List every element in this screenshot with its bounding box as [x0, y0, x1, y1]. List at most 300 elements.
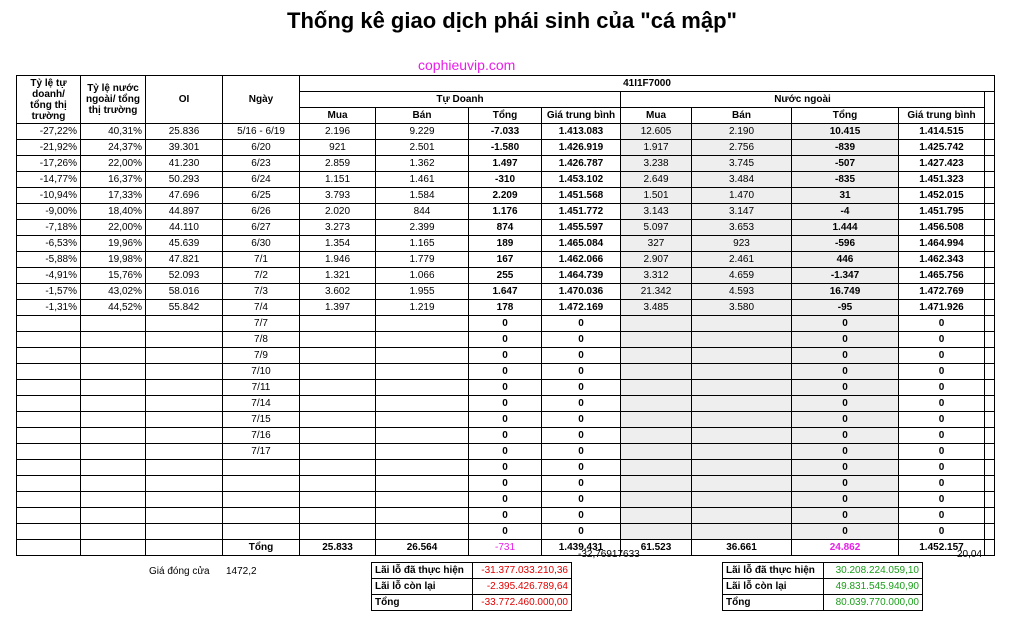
cell-nn-ban	[692, 476, 792, 492]
cell-nn-ratio	[81, 524, 146, 540]
cell-nn-ratio	[81, 492, 146, 508]
table-row	[17, 524, 995, 540]
cell-extra	[985, 300, 995, 316]
pnl-td-realized-label: Lãi lỗ đã thực hiện	[372, 563, 473, 579]
cell-td-tong: 189	[469, 236, 542, 252]
cell-td-gia: 1.413.083	[542, 124, 621, 140]
cell-date: 7/4	[223, 300, 300, 316]
cell-nn-tong: 0	[792, 364, 899, 380]
cell-nn-tong: 31	[792, 188, 899, 204]
header-nn-tong: Tổng	[792, 108, 899, 124]
cell-nn-ratio: 22,00%	[81, 156, 146, 172]
cell-nn-mua	[621, 428, 692, 444]
table-row	[17, 236, 995, 252]
cell-td-ban	[376, 348, 469, 364]
cell-nn-ban: 2.190	[692, 124, 792, 140]
cell-td-ratio	[17, 508, 81, 524]
cell-nn-gia: 1.452.015	[899, 188, 985, 204]
cell-td-ban: 2.399	[376, 220, 469, 236]
cell-nn-mua: 2.907	[621, 252, 692, 268]
cell-td-ban	[376, 332, 469, 348]
header-nn-gia: Giá trung bình	[899, 108, 985, 124]
cell-nn-mua: 3.143	[621, 204, 692, 220]
pnl-td-total-label: Tổng	[372, 595, 473, 611]
cell-td-ratio	[17, 348, 81, 364]
cell-date	[223, 492, 300, 508]
cell-extra	[985, 204, 995, 220]
cell-nn-mua: 1.501	[621, 188, 692, 204]
cell-nn-gia: 0	[899, 476, 985, 492]
cell-nn-tong: 0	[792, 316, 899, 332]
cell-td-gia: 0	[542, 348, 621, 364]
cell-date: 7/9	[223, 348, 300, 364]
cell-date: 6/24	[223, 172, 300, 188]
header-nn-ban: Bán	[692, 108, 792, 124]
table-row	[17, 204, 995, 220]
cell-nn-ban: 3.147	[692, 204, 792, 220]
cell-extra	[985, 380, 995, 396]
cell-nn-mua	[621, 444, 692, 460]
cell-date: 7/7	[223, 316, 300, 332]
cell-nn-tong: 0	[792, 524, 899, 540]
cell-td-tong: 178	[469, 300, 542, 316]
cell-oi	[146, 460, 223, 476]
cell-date: 6/23	[223, 156, 300, 172]
cell-nn-ban: 4.593	[692, 284, 792, 300]
cell-nn-ratio	[81, 348, 146, 364]
cell-nn-mua	[621, 396, 692, 412]
cell-oi	[146, 524, 223, 540]
cell-nn-ratio: 40,31%	[81, 124, 146, 140]
cell-td-mua	[300, 476, 376, 492]
total-blank	[81, 540, 146, 556]
header-nn-ratio: Tỷ lệ nước ngoài/ tổng thị trường	[81, 76, 146, 124]
derivatives-table	[16, 75, 995, 556]
cell-nn-mua	[621, 524, 692, 540]
cell-td-gia: 1.465.084	[542, 236, 621, 252]
cell-oi: 41.230	[146, 156, 223, 172]
cell-nn-gia: 1.451.323	[899, 172, 985, 188]
cell-nn-ratio: 18,40%	[81, 204, 146, 220]
table-row	[17, 380, 995, 396]
cell-nn-gia: 0	[899, 492, 985, 508]
cell-td-tong: 0	[469, 428, 542, 444]
cell-nn-ratio	[81, 332, 146, 348]
cell-nn-ratio	[81, 428, 146, 444]
cell-nn-mua: 2.649	[621, 172, 692, 188]
total-td-ban: 26.564	[376, 540, 469, 556]
cell-oi: 47.696	[146, 188, 223, 204]
cell-td-gia: 1.453.102	[542, 172, 621, 188]
pnl-nn-remaining-value: 49.831.545.940,90	[824, 579, 923, 595]
cell-extra	[985, 492, 995, 508]
table-row	[17, 396, 995, 412]
cell-td-mua: 3.273	[300, 220, 376, 236]
cell-nn-gia: 1.425.742	[899, 140, 985, 156]
cell-oi	[146, 428, 223, 444]
cell-td-mua	[300, 492, 376, 508]
cell-nn-tong: -835	[792, 172, 899, 188]
cell-oi	[146, 396, 223, 412]
cell-nn-mua: 12.605	[621, 124, 692, 140]
cell-nn-tong: 0	[792, 412, 899, 428]
cell-nn-ban: 3.745	[692, 156, 792, 172]
header-date: Ngày	[223, 76, 300, 124]
cell-nn-gia: 1.465.756	[899, 268, 985, 284]
cell-td-mua: 1.321	[300, 268, 376, 284]
cell-extra	[985, 156, 995, 172]
cell-td-gia: 1.426.919	[542, 140, 621, 156]
cell-td-ratio	[17, 316, 81, 332]
cell-nn-ratio	[81, 412, 146, 428]
cell-td-ratio	[17, 444, 81, 460]
cell-td-ratio	[17, 412, 81, 428]
cell-td-gia: 0	[542, 316, 621, 332]
cell-nn-ratio: 24,37%	[81, 140, 146, 156]
cell-nn-ban: 2.461	[692, 252, 792, 268]
cell-extra	[985, 412, 995, 428]
cell-date: 7/15	[223, 412, 300, 428]
cell-nn-ratio	[81, 364, 146, 380]
cell-nn-ban	[692, 396, 792, 412]
cell-nn-tong: 0	[792, 332, 899, 348]
table-row	[17, 188, 995, 204]
cell-extra	[985, 268, 995, 284]
table-body	[17, 124, 995, 540]
cell-td-gia: 1.462.066	[542, 252, 621, 268]
cell-td-gia: 0	[542, 364, 621, 380]
pnl-nn-total-label: Tổng	[723, 595, 824, 611]
cell-td-ban: 9.229	[376, 124, 469, 140]
cell-nn-gia: 0	[899, 348, 985, 364]
cell-td-tong: 1.647	[469, 284, 542, 300]
cell-extra	[985, 220, 995, 236]
table-row	[17, 476, 995, 492]
header-td-gia: Giá trung bình	[542, 108, 621, 124]
cell-nn-gia: 1.414.515	[899, 124, 985, 140]
site-watermark[interactable]: cophieuvip.com	[418, 57, 516, 73]
cell-oi: 55.842	[146, 300, 223, 316]
pnl-nn-realized-value: 30.208.224.059,10	[824, 563, 923, 579]
total-blank	[17, 540, 81, 556]
cell-td-tong: 0	[469, 524, 542, 540]
pnl-td-remaining-label: Lãi lỗ còn lại	[372, 579, 473, 595]
cell-date: 7/11	[223, 380, 300, 396]
cell-td-ratio: -17,26%	[17, 156, 81, 172]
cell-td-ban: 1.165	[376, 236, 469, 252]
cell-date: 6/30	[223, 236, 300, 252]
cell-nn-gia: 0	[899, 460, 985, 476]
cell-nn-mua: 3.238	[621, 156, 692, 172]
cell-td-mua	[300, 364, 376, 380]
cell-td-mua	[300, 348, 376, 364]
cell-oi	[146, 348, 223, 364]
cell-extra	[985, 396, 995, 412]
cell-date: 7/8	[223, 332, 300, 348]
cell-nn-ban: 3.653	[692, 220, 792, 236]
cell-td-ratio	[17, 380, 81, 396]
header-contract: 41I1F7000	[300, 76, 995, 92]
cell-nn-mua	[621, 316, 692, 332]
cell-td-ratio: -6,53%	[17, 236, 81, 252]
cell-td-mua	[300, 460, 376, 476]
total-td-mua: 25.833	[300, 540, 376, 556]
cell-oi: 45.639	[146, 236, 223, 252]
table-row	[17, 156, 995, 172]
cell-nn-ban: 3.580	[692, 300, 792, 316]
cell-nn-tong: 0	[792, 492, 899, 508]
cell-nn-ratio: 44,52%	[81, 300, 146, 316]
cell-td-ban	[376, 316, 469, 332]
cell-nn-mua	[621, 412, 692, 428]
cell-td-gia: 0	[542, 428, 621, 444]
cell-td-mua	[300, 332, 376, 348]
cell-extra	[985, 476, 995, 492]
cell-nn-tong: 0	[792, 396, 899, 412]
cell-nn-tong: 446	[792, 252, 899, 268]
cell-extra	[985, 332, 995, 348]
cell-nn-ratio: 22,00%	[81, 220, 146, 236]
table-row	[17, 444, 995, 460]
cell-date: 7/1	[223, 252, 300, 268]
cell-td-gia: 1.426.787	[542, 156, 621, 172]
cell-nn-mua	[621, 332, 692, 348]
cell-td-ban	[376, 364, 469, 380]
cell-nn-mua: 3.312	[621, 268, 692, 284]
cell-nn-ban	[692, 508, 792, 524]
cell-extra	[985, 188, 995, 204]
cell-nn-gia: 0	[899, 332, 985, 348]
cell-oi: 44.110	[146, 220, 223, 236]
cell-date	[223, 524, 300, 540]
cell-oi	[146, 412, 223, 428]
cell-oi	[146, 316, 223, 332]
pnl-nn-total-value: 80.039.770.000,00	[824, 595, 923, 611]
cell-td-ratio	[17, 492, 81, 508]
cell-td-tong: -310	[469, 172, 542, 188]
cell-oi: 50.293	[146, 172, 223, 188]
cell-td-tong: 0	[469, 492, 542, 508]
cell-nn-gia: 0	[899, 412, 985, 428]
cell-nn-tong: 0	[792, 460, 899, 476]
cell-date: 6/27	[223, 220, 300, 236]
cell-td-tong: 255	[469, 268, 542, 284]
cell-nn-mua: 21.342	[621, 284, 692, 300]
cell-extra	[985, 284, 995, 300]
cell-td-ratio: -7,18%	[17, 220, 81, 236]
cell-td-mua: 3.793	[300, 188, 376, 204]
cell-nn-tong: 0	[792, 348, 899, 364]
closing-price-value: 1472,2	[226, 566, 257, 577]
cell-extra	[985, 428, 995, 444]
cell-oi: 47.821	[146, 252, 223, 268]
cell-oi	[146, 476, 223, 492]
cell-date: 7/16	[223, 428, 300, 444]
cell-td-ratio: -5,88%	[17, 252, 81, 268]
cell-td-ban	[376, 460, 469, 476]
totals-row	[17, 540, 995, 556]
cell-td-mua: 921	[300, 140, 376, 156]
cell-td-tong: 0	[469, 316, 542, 332]
table-row	[17, 364, 995, 380]
cell-nn-tong: -1.347	[792, 268, 899, 284]
cell-extra	[985, 508, 995, 524]
cell-nn-ban: 4.659	[692, 268, 792, 284]
cell-td-ban	[376, 444, 469, 460]
cell-nn-ban	[692, 444, 792, 460]
cell-nn-mua: 3.485	[621, 300, 692, 316]
total-nn-ban: 36.661	[692, 540, 792, 556]
cell-td-mua	[300, 380, 376, 396]
cell-td-mua: 1.946	[300, 252, 376, 268]
cell-td-mua	[300, 444, 376, 460]
cell-nn-gia: 1.472.769	[899, 284, 985, 300]
cell-td-ban	[376, 396, 469, 412]
cell-nn-ratio	[81, 508, 146, 524]
cell-td-mua: 3.602	[300, 284, 376, 300]
cell-td-mua: 2.859	[300, 156, 376, 172]
pnl-nuoc-ngoai	[722, 562, 923, 611]
cell-td-ban: 1.066	[376, 268, 469, 284]
cell-nn-ratio	[81, 380, 146, 396]
table-row	[17, 316, 995, 332]
cell-td-tong: 167	[469, 252, 542, 268]
cell-date: 6/26	[223, 204, 300, 220]
table-row	[17, 268, 995, 284]
cell-nn-ban: 2.756	[692, 140, 792, 156]
cell-date: 7/14	[223, 396, 300, 412]
cell-nn-ratio: 17,33%	[81, 188, 146, 204]
cell-td-gia: 0	[542, 412, 621, 428]
cell-td-gia: 1.451.568	[542, 188, 621, 204]
cell-td-mua: 2.196	[300, 124, 376, 140]
cell-oi: 39.301	[146, 140, 223, 156]
cell-nn-gia: 1.427.423	[899, 156, 985, 172]
pnl-tu-doanh	[371, 562, 572, 611]
cell-date	[223, 476, 300, 492]
cell-nn-tong: 16.749	[792, 284, 899, 300]
total-td-tong: -731	[469, 540, 542, 556]
cell-nn-tong: 0	[792, 444, 899, 460]
cell-td-gia: 0	[542, 460, 621, 476]
cell-nn-ban: 1.470	[692, 188, 792, 204]
cell-td-ratio	[17, 524, 81, 540]
cell-td-mua: 1.354	[300, 236, 376, 252]
total-nn-gia: 1.452.157	[899, 540, 985, 556]
cell-nn-tong: 0	[792, 428, 899, 444]
cell-oi	[146, 380, 223, 396]
table-row	[17, 124, 995, 140]
cell-nn-tong: -596	[792, 236, 899, 252]
cell-nn-ban	[692, 316, 792, 332]
cell-nn-mua	[621, 380, 692, 396]
cell-nn-ban	[692, 460, 792, 476]
total-td-gia: 1.439.431	[542, 540, 621, 556]
cell-td-tong: -1.580	[469, 140, 542, 156]
cell-td-mua: 1.397	[300, 300, 376, 316]
cell-extra	[985, 444, 995, 460]
total-nn-tong: 24.862	[792, 540, 899, 556]
cell-date	[223, 508, 300, 524]
header-td-tong: Tổng	[469, 108, 542, 124]
cell-td-ratio: -9,00%	[17, 204, 81, 220]
table-row	[17, 348, 995, 364]
cell-td-mua: 2.020	[300, 204, 376, 220]
cell-nn-gia: 0	[899, 364, 985, 380]
cell-td-tong: 0	[469, 444, 542, 460]
cell-nn-mua	[621, 460, 692, 476]
cell-nn-gia: 1.451.795	[899, 204, 985, 220]
nn-diff-value: 20,04	[957, 549, 983, 560]
table-row	[17, 252, 995, 268]
cell-td-ratio: -4,91%	[17, 268, 81, 284]
cell-td-mua	[300, 396, 376, 412]
cell-nn-gia: 1.462.343	[899, 252, 985, 268]
cell-extra	[985, 460, 995, 476]
cell-nn-gia: 0	[899, 444, 985, 460]
closing-price-label: Giá đóng cửa	[149, 566, 210, 577]
cell-nn-gia: 0	[899, 396, 985, 412]
cell-nn-ratio	[81, 316, 146, 332]
table-row	[17, 332, 995, 348]
cell-td-gia: 1.455.597	[542, 220, 621, 236]
cell-nn-tong: 0	[792, 380, 899, 396]
cell-nn-mua	[621, 364, 692, 380]
cell-date: 7/2	[223, 268, 300, 284]
table-row	[17, 492, 995, 508]
cell-nn-gia: 1.471.926	[899, 300, 985, 316]
cell-nn-ban	[692, 524, 792, 540]
cell-nn-ratio: 16,37%	[81, 172, 146, 188]
cell-td-mua: 1.151	[300, 172, 376, 188]
header-nn-mua: Mua	[621, 108, 692, 124]
cell-nn-tong: 0	[792, 476, 899, 492]
cell-nn-mua: 327	[621, 236, 692, 252]
cell-oi: 52.093	[146, 268, 223, 284]
cell-extra	[985, 140, 995, 156]
cell-td-ratio	[17, 428, 81, 444]
cell-td-ratio: -10,94%	[17, 188, 81, 204]
cell-td-ban	[376, 428, 469, 444]
header-td-mua: Mua	[300, 108, 376, 124]
cell-nn-ban	[692, 412, 792, 428]
cell-date: 6/20	[223, 140, 300, 156]
cell-nn-tong: 10.415	[792, 124, 899, 140]
cell-td-ban	[376, 412, 469, 428]
cell-td-mua	[300, 428, 376, 444]
cell-nn-gia: 1.456.508	[899, 220, 985, 236]
cell-td-mua	[300, 524, 376, 540]
cell-nn-mua	[621, 508, 692, 524]
td-diff-value: -32,76917633	[578, 549, 640, 560]
cell-td-gia: 0	[542, 444, 621, 460]
cell-nn-ban: 923	[692, 236, 792, 252]
cell-td-gia: 0	[542, 508, 621, 524]
cell-td-ratio: -1,31%	[17, 300, 81, 316]
cell-nn-tong: 0	[792, 508, 899, 524]
cell-td-ban: 1.955	[376, 284, 469, 300]
header-nuoc-ngoai: Nước ngoài	[621, 92, 985, 108]
cell-oi	[146, 332, 223, 348]
cell-td-mua	[300, 508, 376, 524]
cell-date: 5/16 - 6/19	[223, 124, 300, 140]
cell-nn-ban	[692, 348, 792, 364]
cell-nn-tong: -507	[792, 156, 899, 172]
pnl-nn-remaining-label: Lãi lỗ còn lại	[723, 579, 824, 595]
table-row	[17, 460, 995, 476]
pnl-td-remaining-value: -2.395.426.789,64	[473, 579, 572, 595]
cell-nn-mua: 1.917	[621, 140, 692, 156]
